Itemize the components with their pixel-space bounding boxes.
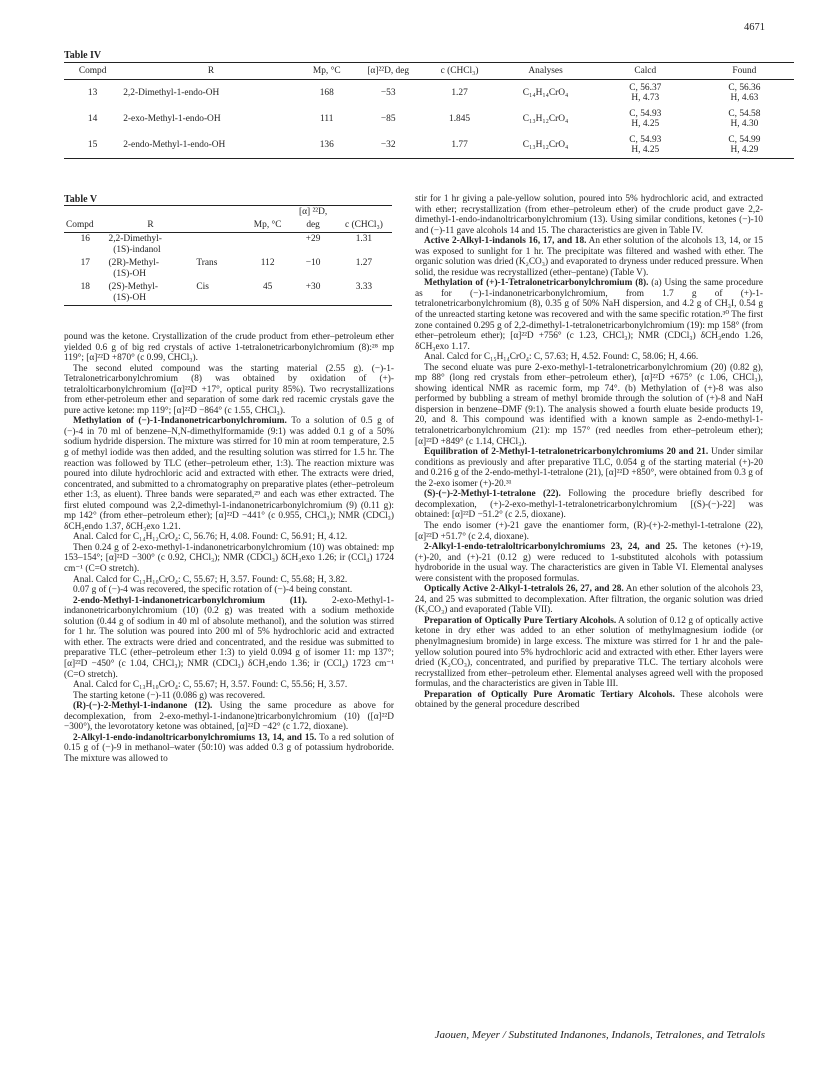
paragraph-text: (a) Using the same procedure as for (−)-1-indanonetricarbonylchromium, from 1.7 g of (+)-1-tetralonetricarbonylchromium (8), 0.35 g of 50% NaH dispersion, and 4.2 g of CH₃I, 0.54 g of the unreacted starting ketone was recovered and with the same specific rotation.³⁰ The first zone contained 0.295 g of 2,2-dimethyl-1-tetralonetricarbonylchromium (19): mp 158° (from ether–petroleum ether); [α]²²D +756° (c 1.23, CHCl₃); NMR (CDCl₃) δCH₃endo 1.26, δCH₃exo 1.17. <box>415 278 764 352</box>
table-iv-caption: Table IV <box>64 50 102 61</box>
col-header: [α] ²²D, <box>290 206 335 220</box>
running-footer: Jaouen, Meyer / Substituted Indanones, Indanols, Tetralones, and Tetralols <box>434 1029 765 1041</box>
right-column <box>415 194 763 711</box>
paragraph <box>64 585 394 596</box>
paragraph-text: The endo isomer (+)-21 gave the enantiomer form, (R)-(+)-2-methyl-1-tetralone (22), [α]²²D +51.7° (c 2.4, dioxane). <box>415 520 763 542</box>
paragraph-heading: Methylation of (−)-1-Indanonetricarbonylchromium. <box>73 416 287 427</box>
paragraph-text: Using the same procedure as above for decomplexation, from 2-exo-methyl-1-indanone)tricarbonylchromium (10) ([α]²²D −300°), the levorotatory ketone was obtained, [α]²²D −42° (c 1.72, dioxane). <box>64 701 394 733</box>
paragraph <box>64 691 394 702</box>
cell-iso: Trans <box>196 258 218 268</box>
cell-r: 2-endo-Methyl-1-endo-OH <box>121 132 301 159</box>
paragraph-heading: Equilibration of 2-Methyl-1-tetralonetricarbonylchromiums 20 and 21. <box>424 447 709 458</box>
cell-mp: 168 <box>319 88 334 98</box>
r-line2: (1S)-OH <box>113 268 147 279</box>
col-header: c (CHCl₃) <box>424 63 496 80</box>
cell-compd: 13 <box>87 88 98 98</box>
paragraph-heading: Optically Active 2-Alkyl-1-tetralols 26, 27, and 28. <box>424 584 624 595</box>
paragraph <box>415 194 763 236</box>
col-header: Calcd <box>596 63 695 80</box>
r-line2: (1S)-OH <box>113 292 147 303</box>
paragraph-text: A solution of 0.12 g of optically active ketone in dry ether was added to an ether solution of methylmagnesium iodide (or phenylmagnesium bromide) in large excess. The mixture was stirred for 1 hr and the pale-yellow solution poured into 5% hydrochloric acid and extracted with ether. Ether layers were dried (K₂CO₃), concentrated, and purified by preparative TLC. The tertiary alcohols were recrystallized from ether–petroleum ether. Elemental analyses agreed well with the proposed formulas, and the characteristics are given in Table III. <box>415 615 763 690</box>
cell-r: 2,2-Dimethyl-1-endo-OH <box>123 88 220 98</box>
cell-mp: 45 <box>245 281 290 306</box>
cell-alpha: +29 <box>305 234 321 244</box>
paragraph <box>415 616 763 690</box>
paragraph <box>64 701 394 733</box>
calcd-h: H, 4.73 <box>631 93 660 103</box>
table-row <box>64 281 392 306</box>
paragraph <box>415 236 763 278</box>
col-header: Mp, °C <box>245 219 290 233</box>
cell-alpha: −85 <box>380 114 396 124</box>
cell-analyses: C₁₃H₁₂CrO₄ <box>522 114 569 124</box>
found-c: C, 56.36 <box>728 83 761 93</box>
paragraph-text: The second eluted compound was the starting material (2.55 g). (−)-1-Tetralonetricarbonylchromium (8) was obtained by oxidation of (+)-tetralolticarbonylchromium ([α]²²D +17°, optical purity 85%). Two recrystallizations from ether-petroleum ether and separation of some dark red racemic crystals gave the pure active ketone: mp 119°; [α]²²D −864° (c 1.55, CHCl₃). <box>64 363 394 416</box>
r-line1: (2R)-Methyl- <box>108 258 160 268</box>
col-header: deg <box>290 219 335 233</box>
cell-found <box>695 80 794 107</box>
table-row <box>64 106 794 132</box>
cell-found <box>695 132 794 159</box>
paragraph-heading: Preparation of Optically Pure Aromatic Tertiary Alcohols. <box>424 689 675 700</box>
paragraph <box>64 596 394 680</box>
paragraph-text: Anal. Calcd for C₁₄H₁₂CrO₄: C, 56.76; H, 4.08. Found: C, 56.91; H, 4.12. <box>73 532 348 543</box>
cell-analyses: C₁₃H₁₂CrO₄ <box>495 132 596 159</box>
cell-analyses: C₁₄H₁₄CrO₄ <box>522 88 569 98</box>
cell-alpha: −53 <box>380 88 396 98</box>
paragraph-text: The ketones (+)-19, (+)-20, and (+)-21 (0.12 g) were reduced to 1-substituted alcohols with potassium hydroboride in the usual way. The characteristics are given in Table VI. Elemental analyses were consistent with the proposed formulas. <box>415 542 763 584</box>
paragraph <box>415 584 763 616</box>
calcd-c: C, 54.93 <box>629 135 662 145</box>
paragraph-heading: Active 2-Alkyl-1-indanols 16, 17, and 18. <box>424 236 587 247</box>
paragraph-text: Anal. Calcd for C₁₅H₁₄CrO₄: C, 57.63; H, 4.52. Found: C, 58.06; H, 4.66. <box>424 352 699 363</box>
cell-r: 2-exo-Methyl-1-endo-OH <box>123 114 221 124</box>
paragraph-text: To a red solution of 0.15 g of (−)-9 in methanol–water (50:10) was added 0.3 g of potassium hydroboride. The mixture was allowed to <box>64 732 394 764</box>
paragraph <box>64 332 394 364</box>
col-header <box>107 206 195 220</box>
paragraph-text: Anal. Calcd for C₁₃H₁₀CrO₄: C, 55.67; H, 3.57. Found: C, 55.68; H, 3.82. <box>73 574 348 585</box>
cell-c: 1.27 <box>355 258 373 268</box>
paragraph-text: Anal. Calcd for C₁₃H₁₀CrO₄: C, 55.67; H, 3.57. Found: C, 55.56; H, 3.57. <box>73 680 348 691</box>
table-iv <box>64 62 794 159</box>
col-header: c (CHCl₃) <box>336 219 392 233</box>
paragraph-text: Following the procedure briefly described for decomplexation, (+)-2-exo-methyl-1-tetralonetricarbonylchromium [(S)-(−)-22] was obtained: [α]²²D −51.2° (c 2.5, dioxane). <box>415 489 763 521</box>
col-header: R <box>121 63 301 80</box>
cell-c: 1.31 <box>355 234 373 244</box>
cell-compd: 14 <box>87 114 98 124</box>
calcd-h: H, 4.25 <box>631 119 660 129</box>
paragraph-text: pound was the ketone. Crystallization of the crude product from ether–petroleum ether yielded 0.6 g of big red crystals of active 1-tetralonetricarbonylchromium (8):²⁸ mp 119°; [α]²²D +870° (c 0.99, CHCl₃). <box>64 332 394 364</box>
r-line1: 2,2-Dimethyl- <box>108 234 162 244</box>
col-header: Mp, °C <box>301 63 353 80</box>
paragraph <box>64 543 394 575</box>
paragraph-text: An ether solution of the alcohols 13, 14, or 15 was exposed to sunlight for 1 hr. The precipitate was filtered and washed with ether. The organic solution was dried (K₂CO₃) and evaporated to dryness under reduced pressure. When solid, the residue was recrystallized (ether–pentane) (Table V). <box>415 236 763 278</box>
cell-r <box>107 281 195 306</box>
cell-r <box>107 257 195 281</box>
paragraph-text: An ether solution of the alcohols 23, 24, and 25 was submitted to decomplexation. After filtration, the organic solution was dried (K₂CO₃) and evaporated (Table VII). <box>415 584 763 616</box>
cell-c: 1.845 <box>449 114 471 124</box>
paragraph <box>415 278 763 352</box>
paragraph-heading: 2-Alkyl-1-endo-indanoltricarbonylchromiums 13, 14, and 15. <box>73 732 317 743</box>
cell-calcd <box>596 80 695 107</box>
r-line2: (1S)-indanol <box>113 244 161 255</box>
paragraph-heading: Preparation of Optically Pure Tertiary Alcohols. <box>424 615 617 626</box>
cell-compd: 15 <box>64 132 121 159</box>
paragraph-text: 2-exo-Methyl-1-indanonetricarbonylchromium (10) (0.2 g) was treated with a sodium methoxide solution (0.44 g of sodium in 40 ml of absolute methanol), and the solution was stirred for 1 hr. The solution was poured into 200 ml of 5% hydrochloric acid and extracted with ether. The extracts were dried and concentrated, and the residue was submitted to preparative TLC (ether–petroleum ether 1:3) to yield 0.094 g of isomer 11: mp 137°; [α]²²D −450° (c 1.04, CHCl₃); NMR (CDCl₃) δCH₃endo 1.36; ir (CCl₄) 1723 cm⁻¹ (C=O stretch). <box>64 595 394 680</box>
left-column <box>64 332 394 764</box>
cell-compd: 17 <box>80 258 90 268</box>
table-row <box>64 80 794 107</box>
paragraph-text: 0.07 g of (−)-4 was recovered, the specific rotation of (−)-4 being constant. <box>73 585 353 596</box>
paragraph-text: The starting ketone (−)-11 (0.086 g) was recovered. <box>73 690 266 701</box>
paragraph-heading: Methylation of (+)-1-Tetralonetricarbonylchromium (8). <box>424 278 649 289</box>
calcd-c: C, 54.93 <box>629 109 662 119</box>
paragraph-text: stir for 1 hr giving a pale-yellow solution, poured into 5% hydrochloric acid, and extracted with ether; recrystallization (from ether–petroleum ether) of the crude product gave 2,2-dimethyl-1-endo-indanoltricarbonylchromium (13). Using similar conditions, ketones (−)-10 and (−)-11 gave alcohols 14 and 15. The characteristics are given in Table IV. <box>415 194 763 236</box>
calcd-h: H, 4.25 <box>631 145 660 155</box>
col-header: Compd <box>64 63 121 80</box>
paragraph-heading: (R)-(−)-2-Methyl-1-indanone (12). <box>73 701 213 712</box>
table-v <box>64 205 392 306</box>
cell-mp: 112 <box>260 258 275 268</box>
cell-calcd <box>596 106 695 132</box>
col-header <box>194 219 245 233</box>
page-number: 4671 <box>744 22 765 33</box>
paragraph-text: To a solution of 0.5 g of (−)-4 in 70 ml of benzene–N,N-dimethylformamide (9:1) was added 0.1 g of a 50% sodium hydride dispersion. The mixture was stirred for 10 min at room temperature, 2.5 g of methyl iodide was then added, and the resulting solution was stirred for 1.5 hr. The reaction was followed by TLC (ether–petroleum ether, 1:3). The reaction mixture was poured into dilute hydrochloric acid and extracted with ether. The extracts were dried, concentrated, and submitted to a chromatography on preparative plates (ether–petroleum ether 1:3, as eluent). Three bands were separated,²⁹ and each was ether extracted. The first eluted compound was 2,2-dimethyl-1-indanonetricarbonylchromium (9) (0.11 g): mp 142° (from ether–petroleum ether); [α]²²D −441° (c 0.955, CHCl₃); NMR (CDCl₃) δCH₃endo 1.37, δCH₃exo 1.21. <box>64 416 395 532</box>
paragraph <box>64 733 394 765</box>
paragraph <box>415 447 763 489</box>
paragraph <box>415 521 763 542</box>
paragraph-heading: 2-Alkyl-1-endo-tetraloltricarbonylchromiums 23, 24, and 25. <box>424 542 678 553</box>
cell-mp <box>245 233 290 258</box>
col-header: Found <box>695 63 794 80</box>
table-row <box>64 132 794 159</box>
found-h: H, 4.63 <box>730 93 759 103</box>
col-header: R <box>107 219 195 233</box>
paragraph <box>64 680 394 691</box>
paragraph <box>415 352 763 363</box>
paragraph <box>415 690 763 711</box>
calcd-c: C, 56.37 <box>629 83 662 93</box>
cell-alpha: +30 <box>290 281 335 306</box>
cell-c: 1.27 <box>451 88 468 98</box>
paragraph-text: The second eluate was pure 2-exo-methyl-1-tetralonetricarbonylchromium (20) (0.82 g), mp 88° (long red crystals from ether–petroleum ether), [α]²²D +675° (c 1.06, CHCl₃), showing identical NMR as racemic form, mp 74°. (b) Methylation of (+)-8 was also performed by bubbling a stream of methyl bromide through the solution of (+)-8 and NaH dispersion in benzene–DMF (9:1). The analysis showed a fourth eluate beside products 19, 20, and 8. This compound was identified with a known sample as 2-endo-methyl-1-tetralonetricarbonylchromium (21): mp 157° (red needles from ether–petroleum ether); [α]²²D +849° (c 1.14, CHCl₃). <box>415 362 763 447</box>
cell-iso <box>194 233 245 258</box>
cell-calcd <box>596 132 695 159</box>
paragraph <box>64 364 394 417</box>
cell-mp: 111 <box>320 114 334 124</box>
found-c: C, 54.58 <box>728 109 761 119</box>
cell-r <box>107 233 195 258</box>
col-header <box>245 206 290 220</box>
paragraph <box>64 532 394 543</box>
col-header <box>336 206 392 220</box>
cell-mp: 136 <box>301 132 353 159</box>
cell-compd: 18 <box>64 281 107 306</box>
col-header: Analyses <box>495 63 596 80</box>
paragraph <box>415 542 763 584</box>
col-header: [α]²²D, deg <box>353 63 424 80</box>
col-header <box>64 206 107 220</box>
paragraph-heading: (S)-(−)-2-Methyl-1-tetralone (22). <box>424 489 561 500</box>
paragraph-heading: 2-endo-Methyl-1-indanonetricarbonylchromium (11). <box>73 595 308 606</box>
paragraph <box>415 363 763 447</box>
table-row <box>64 233 392 258</box>
paragraph <box>64 575 394 586</box>
paragraph-text: Then 0.24 g of 2-exo-methyl-1-indanonetricarbonylchromium (10) was obtained: mp 153–154°; [α]²²D −300° (c 0.92, CHCl₃); NMR (CDCl₃) δCH₃exo 1.26; ir (CCl₄) 1724 cm⁻¹ (C=O stretch). <box>64 542 394 575</box>
paragraph-text: These alcohols were obtained by the general procedure described <box>415 689 763 711</box>
col-header: Compd <box>64 219 107 233</box>
paragraph <box>64 416 394 532</box>
table-v-caption: Table V <box>64 194 98 205</box>
found-h: H, 4.30 <box>730 119 759 129</box>
cell-iso: Cis <box>194 281 245 306</box>
cell-alpha: −10 <box>305 258 321 268</box>
cell-found <box>695 106 794 132</box>
r-line1: (2S)-Methyl- <box>108 282 158 292</box>
paragraph-text: Under similar conditions as previously and after preparative TLC, 0.054 g of the starting material (+)-20 and 0.216 g of the 2-endo-methyl-1-tetralone (21), [α]²²D +850°, were obtained from 0.3 g of the 2-exo isomer (+)-20.³¹ <box>415 447 763 489</box>
col-header <box>194 206 245 220</box>
cell-compd: 16 <box>80 234 90 244</box>
cell-c: 1.77 <box>424 132 496 159</box>
found-c: C, 54.99 <box>728 135 761 145</box>
found-h: H, 4.29 <box>730 145 759 155</box>
cell-alpha: −32 <box>353 132 424 159</box>
paragraph <box>415 489 763 521</box>
cell-c: 3.33 <box>336 281 392 306</box>
table-row <box>64 257 392 281</box>
